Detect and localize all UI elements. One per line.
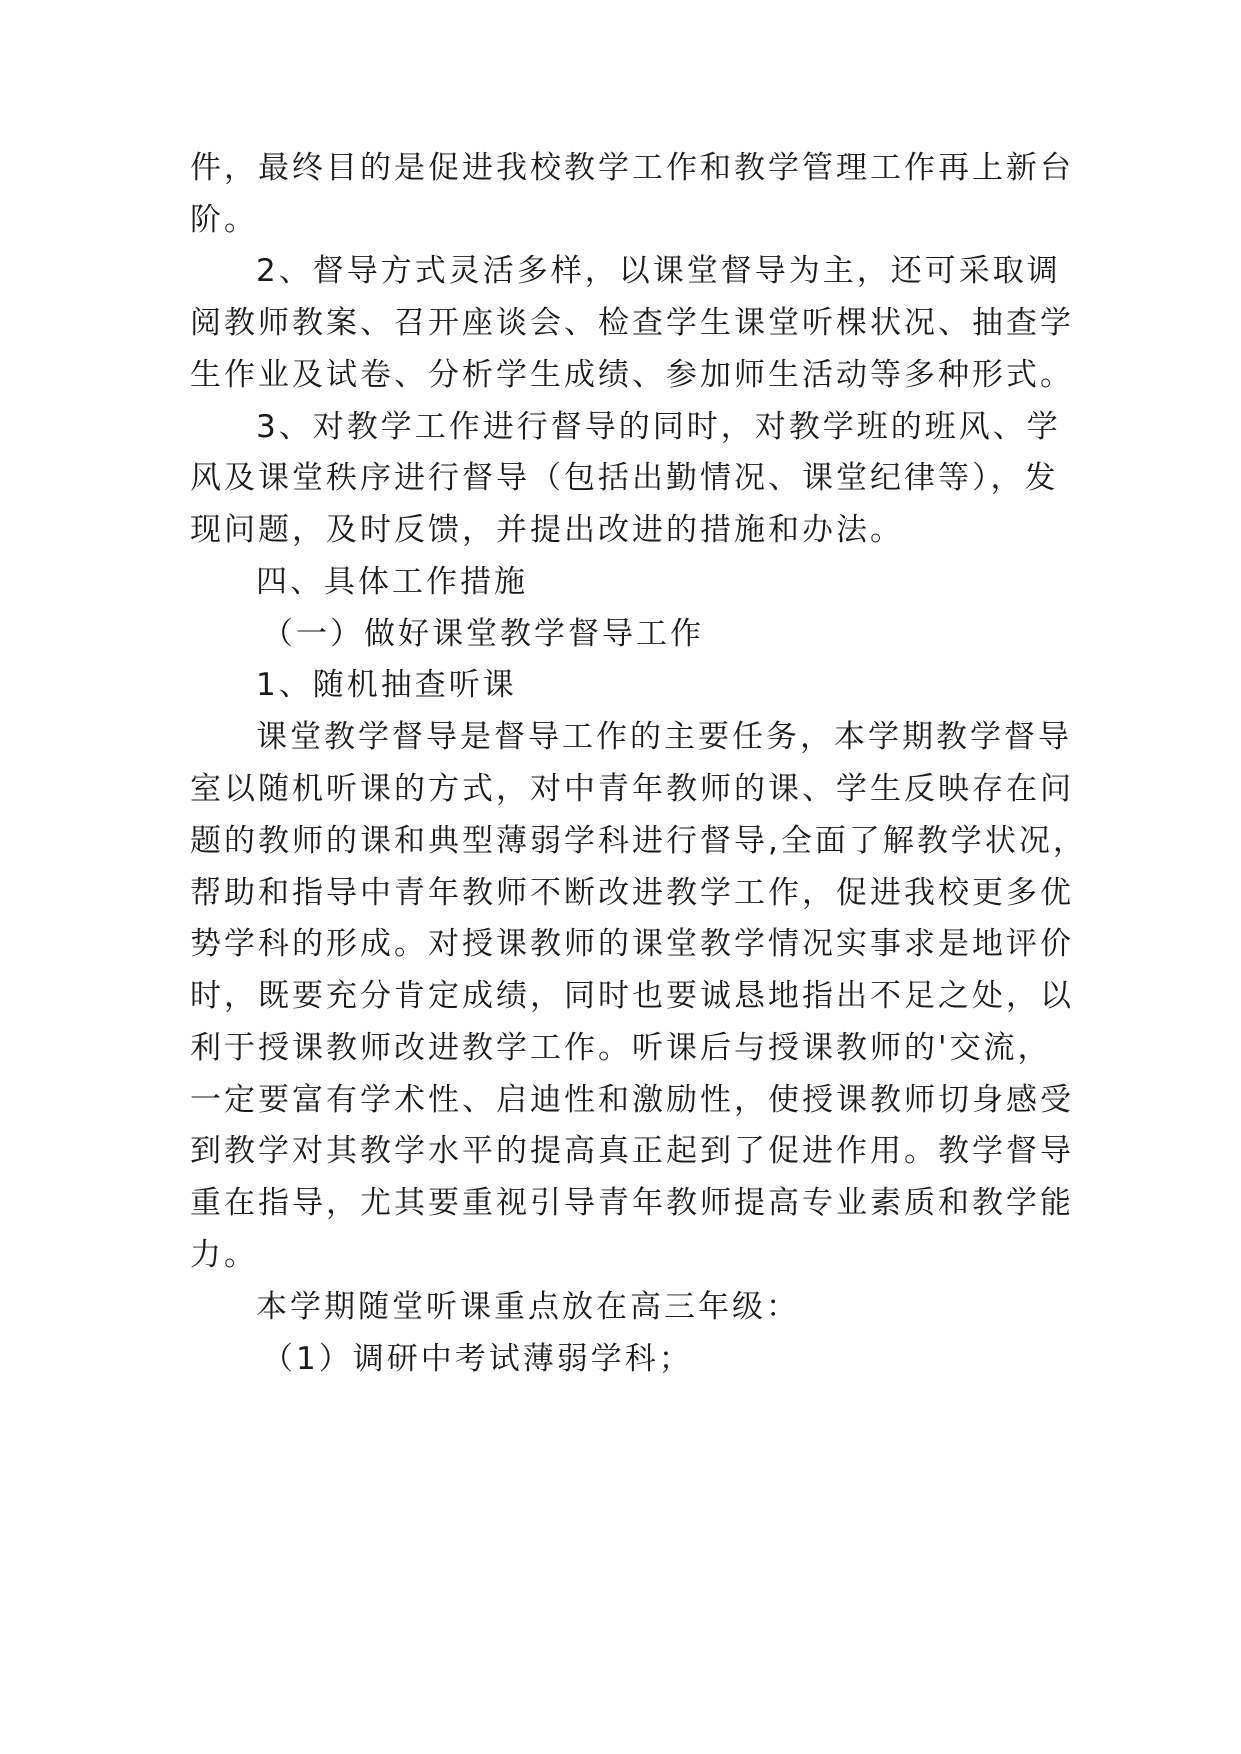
text-line: 3、对教学工作进行督导的同时，对教学班的班风、学 bbox=[256, 409, 1061, 445]
text-line: 风及课堂秩序进行督导（包括出勤情况、课堂纪律等），发 bbox=[190, 460, 1059, 496]
text-line: 阅教师教案、召开座谈会、检查学生课堂听棵状况、抽查学 bbox=[190, 305, 1074, 341]
text-line: 阶。 bbox=[190, 202, 258, 238]
section-heading: 四、具体工作措施 bbox=[256, 564, 528, 600]
text-line: 势学科的形成。对授课教师的课堂教学情况实事求是地评价 bbox=[190, 926, 1074, 962]
text-line: 力。 bbox=[190, 1237, 258, 1273]
text-line: 帮助和指导中青年教师不断改进教学工作，促进我校更多优 bbox=[190, 875, 1074, 911]
text-line: 现问题，及时反馈，并提出改进的措施和办法。 bbox=[190, 512, 904, 548]
text-line: 件，最终目的是促进我校教学工作和教学管理工作再上新台 bbox=[190, 150, 1074, 186]
text-line: 室以随机听课的方式，对中青年教师的课、学生反映存在问 bbox=[190, 771, 1074, 807]
text-line: 2、督导方式灵活多样，以课堂督导为主，还可采取调 bbox=[256, 253, 1061, 289]
text-line: 生作业及试卷、分析学生成绩、参加师生活动等多种形式。 bbox=[190, 357, 1074, 393]
text-line: 本学期随堂听课重点放在高三年级： bbox=[256, 1289, 800, 1325]
text-line: 时，既要充分肯定成绩，同时也要诚恳地指出不足之处，以 bbox=[190, 978, 1074, 1014]
text-line: 到教学对其教学水平的提高真正起到了促进作用。教学督导 bbox=[190, 1133, 1074, 1169]
text-line: 课堂教学督导是督导工作的主要任务，本学期教学督导 bbox=[256, 719, 1072, 755]
text-line: 重在指导，尤其要重视引导青年教师提高专业素质和教学能 bbox=[190, 1185, 1074, 1221]
text-line: 题的教师的课和典型薄弱学科进行督导,全面了解教学状况， bbox=[190, 823, 1087, 859]
subsection-heading: （一）做好课堂教学督导工作 bbox=[262, 616, 704, 652]
text-line: 一定要富有学术性、启迪性和激励性，使授课教师切身感受 bbox=[190, 1082, 1074, 1118]
list-item: （1）调研中考试薄弱学科； bbox=[262, 1341, 693, 1377]
item-heading: 1、随机抽查听课 bbox=[256, 667, 517, 703]
text-line: 利于授课教师改进教学工作。听课后与授课教师的'交流， bbox=[190, 1030, 1052, 1066]
